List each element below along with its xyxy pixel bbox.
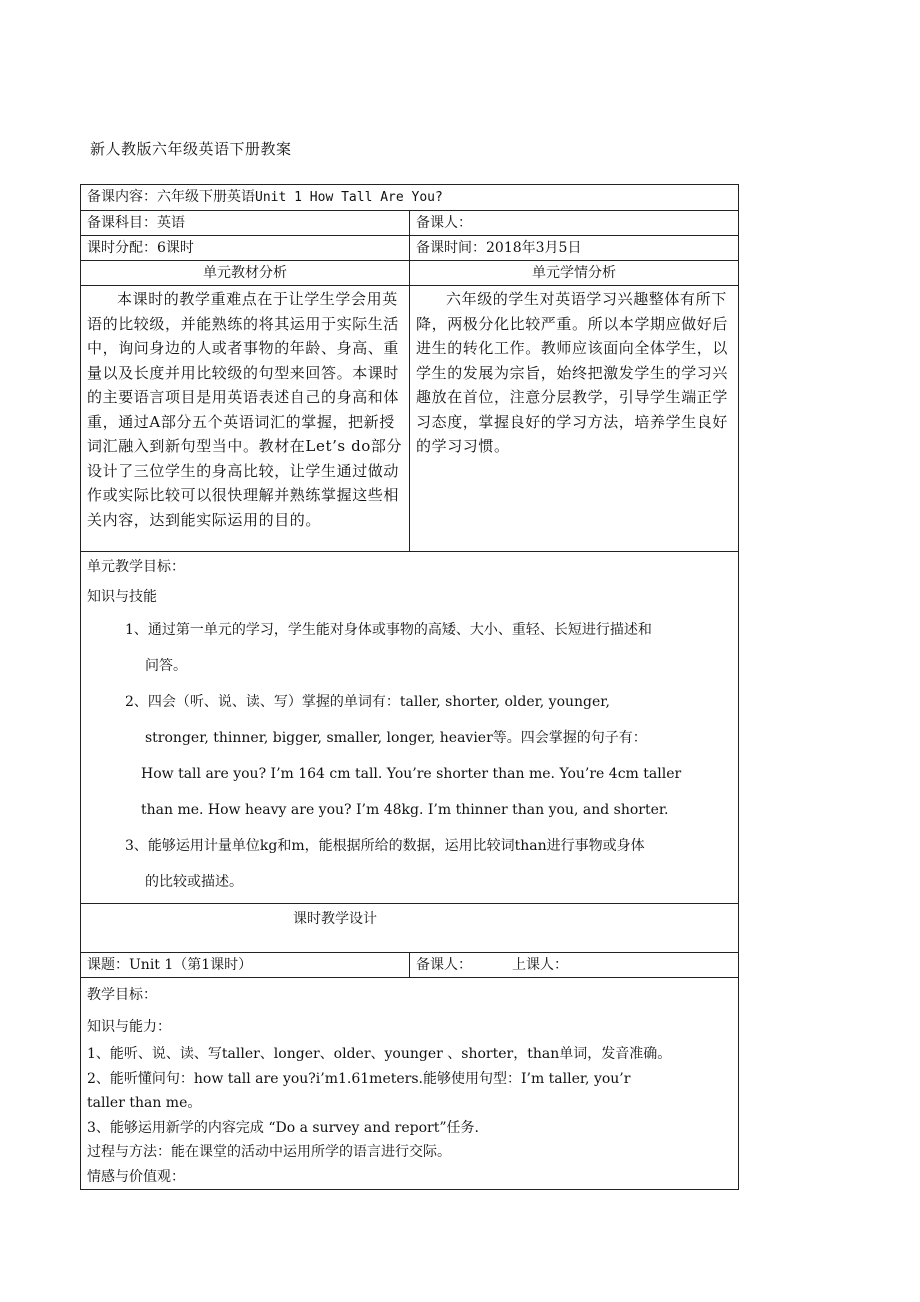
content-label: 备课内容：六年级下册英语 (87, 189, 255, 205)
unit-goal-2-line-a: 2、四会（听、说、读、写）掌握的单词有：taller, shorter, older, younger, (125, 694, 610, 710)
document-title: 新人教版六年级英语下册教案 (90, 140, 292, 158)
unit-goals-row (81, 552, 739, 904)
unit-goal-3 (87, 828, 732, 900)
unit-goal-2-line-d: than me. How heavy are you? I’m 48kg. I’m thinner than you, and shorter. (141, 802, 669, 818)
unit-goal-1-line-a: 1、通过第一单元的学习，学生能对身体或事物的高矮、大小、重轻、长短进行描述和 (125, 622, 652, 638)
lesson-staff-cell (410, 953, 739, 978)
lesson-preparer: 备课人： (416, 957, 472, 973)
lesson-goal-2a: 2、能听懂问句：how tall are you?i’m1.61meters.能够使用句型：I’m taller, you’r (87, 1070, 631, 1087)
lesson-topic-cell: 课题：Unit 1（第1课时） (81, 953, 410, 978)
material-analysis-cell (81, 286, 410, 552)
hours-cell: 课时分配：6课时 (81, 236, 410, 261)
lesson-topic-row (81, 953, 739, 978)
unit-goal-3-line-a: 3、能够运用计量单位kg和m，能根据所给的数据，运用比较词than进行事物或身体 (125, 838, 645, 854)
unit-goal-1-line-b: 问答。 (145, 658, 187, 674)
lesson-goal-3: 3、能够运用新学的内容完成 “Do a survey and report”任务. (87, 1119, 479, 1136)
preparer-cell: 备课人： (410, 211, 739, 236)
learner-analysis-text: 六年级的学生对英语学习兴趣整体有所下降，两极分化比较严重。所以本学期应做好后进生的转化工作。教师应该面向全体学生，以学生的发展为宗旨，始终把激发学生的学习兴趣放在首位，注意分层教学，引导学生端正学习态度，掌握良好的学习方法，培养学生良好的学习习惯。 (416, 290, 729, 455)
design-cell (81, 904, 739, 953)
content-cell (81, 185, 739, 211)
lesson-plan-table (80, 184, 739, 1190)
analysis-heading-row (81, 261, 739, 286)
lesson-goals-heading: 教学目标： (87, 987, 157, 1003)
subject-cell: 备课科目：英语 (81, 211, 410, 236)
material-analysis-heading: 单元教材分析 (81, 261, 410, 286)
lesson-goal-2b: taller than me。 (87, 1095, 202, 1111)
lesson-goals-cell (81, 978, 739, 1190)
hours-row (81, 236, 739, 261)
analysis-body-row (81, 286, 739, 552)
lesson-process: 过程与方法：能在课堂的活动中运用所学的语言进行交际。 (87, 1144, 451, 1160)
subject-row (81, 211, 739, 236)
unit-goals-heading: 单元教学目标： (87, 559, 185, 575)
lesson-teacher: 上课人： (512, 957, 568, 973)
material-analysis-text: 本课时的教学重难点在于让学生学会用英语的比较级，并能熟练的将其运用于实际生活中，询问身边的人或者事物的年龄、身高、重量以及长度并用比较级的句型来回答。本课时的主要语言项目是用英语表述自己的身高和体重，通过A部分五个英语词汇的掌握，把新授词汇融入到新句型当中。教材在Let’s do部分设计了三位学生的身高比较，让学生通过做动作或实际比较可以很快理解并熟练掌握这些相关内容，达到能实际运用的目的。 (87, 290, 403, 529)
design-row (81, 904, 739, 953)
time-cell: 备课时间：2018年3月5日 (410, 236, 739, 261)
unit-goal-2-line-c: How tall are you? I’m 164 cm tall. You’re shorter than me. You’re 4cm taller (141, 766, 682, 782)
knowledge-skills-heading: 知识与技能 (87, 589, 157, 605)
lesson-goals-row (81, 978, 739, 1190)
content-row (81, 185, 739, 211)
unit-goal-2-line-b: stronger, thinner, bigger, smaller, longer, heavier等。四会掌握的句子有： (145, 730, 647, 746)
lesson-emotion: 情感与价值观： (87, 1168, 185, 1185)
learner-analysis-heading: 单元学情分析 (410, 261, 739, 286)
lesson-goal-1: 1、能听、说、读、写taller、longer、older、younger 、shorter，than单词，发音准确。 (87, 1046, 672, 1062)
unit-goals-cell (81, 552, 739, 904)
lesson-knowledge-heading: 知识与能力： (87, 1019, 171, 1035)
content-unit: Unit 1 How Tall Are You? (255, 190, 443, 205)
unit-goal-2 (87, 684, 732, 828)
design-heading: 课时教学设计 (293, 911, 377, 927)
unit-goal-3-line-b: 的比较或描述。 (145, 874, 243, 890)
unit-goal-1 (87, 612, 732, 684)
learner-analysis-cell (410, 286, 739, 552)
